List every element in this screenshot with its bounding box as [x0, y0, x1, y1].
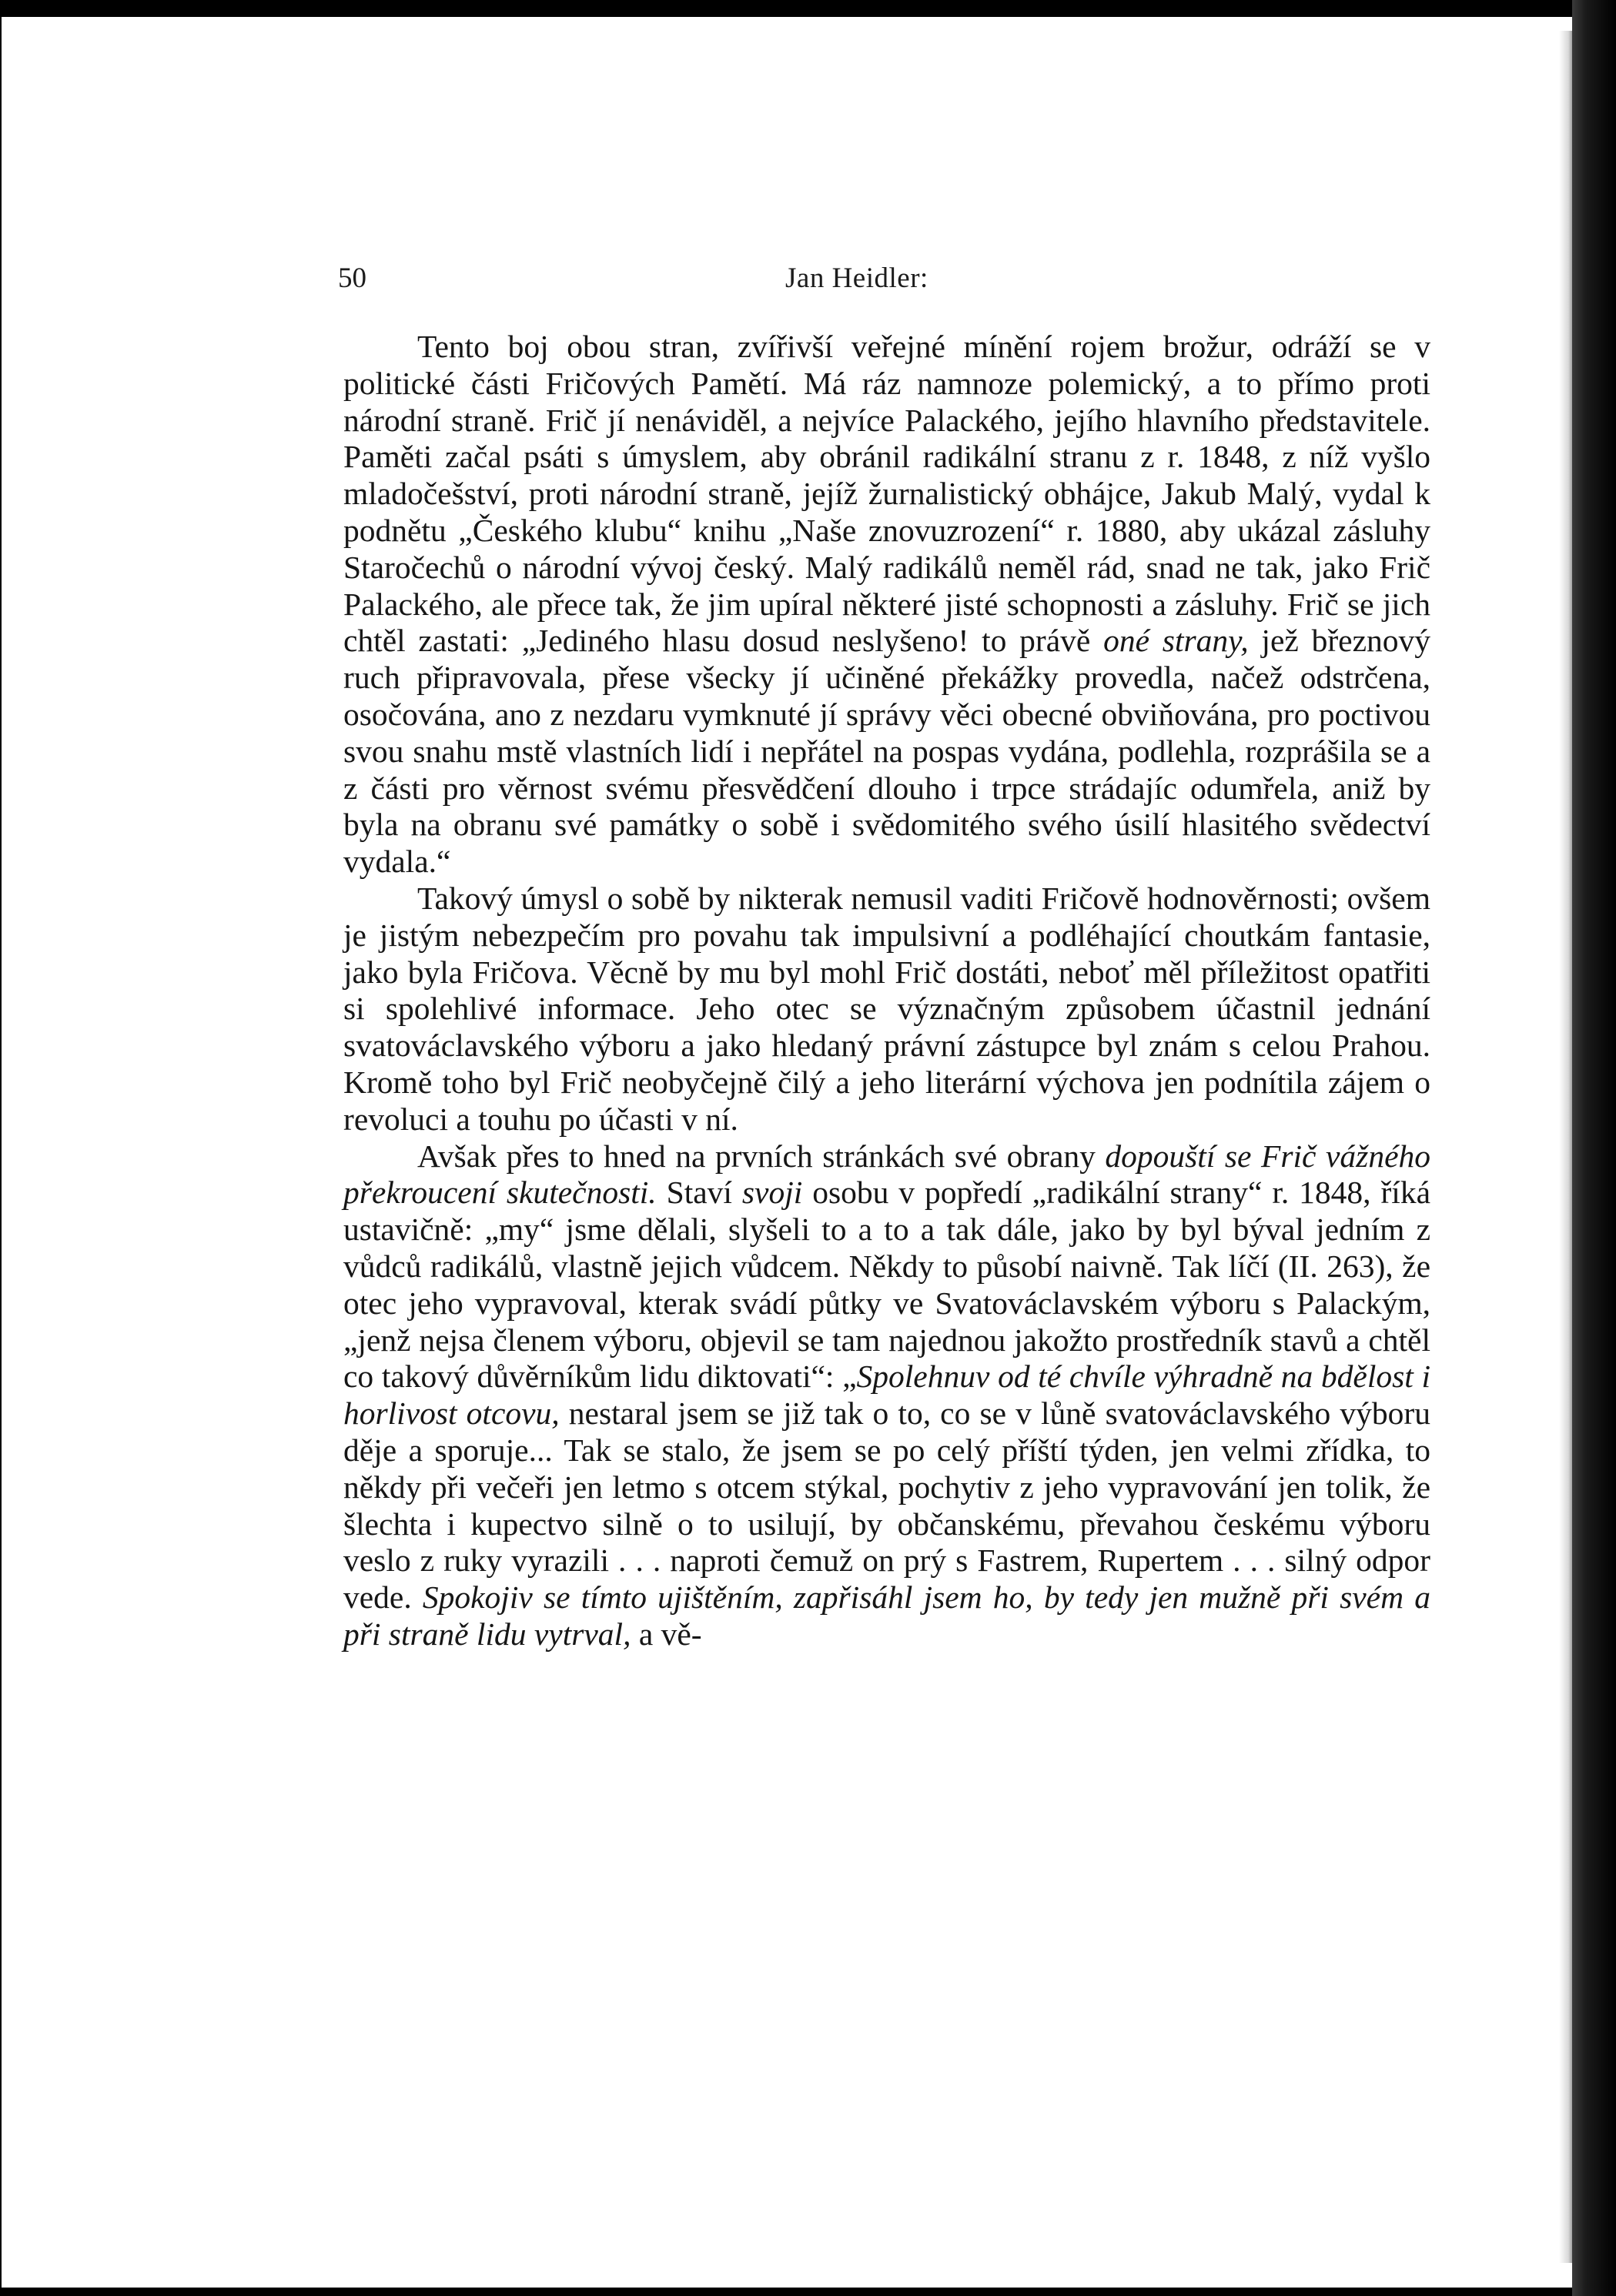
running-head: Jan Heidler:: [785, 262, 928, 294]
text-segment: osobu v popředí „radikální strany“ r. 1848, říká ustavičně: „my“ jsme dělali, slyšeli to a to a tak dále, jako by byl býval jedním z vůdců radikálů, vlastně jejich vůdcem. Někdy to působí naivně. Tak líčí (II. 263), že otec jeho vypravoval, kterak svádí půtky ve Svatováclavském výboru s Palackým, „jenž nejsa členem výboru, objevil se tam najednou jakožto prostředník stavů a chtěl co takový důvěrníkům lidu diktovati“: „: [343, 1175, 1430, 1395]
emphasis-text: dopouští se Frič vážného překroucení skutečnosti.: [343, 1138, 1430, 1211]
text-segment: jež březnový ruch připravovala, přese všecky jí učiněné překážky provedla, načež odstrčena, osočována, ano z nezdaru vymknuté jí správy věci obecné obviňována, pro poctivou svou snahu mstě vlastních lidí i nepřátel na pospas vydána, podlehla, rozprášila se a z části pro věrnost svému přesvědčení dlouho i trpce strádajíc odumřela, aniž by byla na obranu své památky o sobě i svědomitého svého úsilí hlasitého svědectví vydala.“: [343, 623, 1430, 880]
text-segment: Avšak přes to hned na prvních stránkách své obrany: [417, 1138, 1106, 1174]
paragraph-3: [343, 1138, 1430, 1653]
paragraph-2: [343, 881, 1430, 1138]
emphasis-text: Spolehnuv od té chvíle výhradně na bdělost i horlivost otcovu,: [343, 1359, 1430, 1432]
page-header: [2, 262, 1572, 308]
book-page: [2, 17, 1572, 2288]
emphasis-text: oné strany,: [1103, 623, 1249, 659]
text-segment: Takový úmysl o sobě by nikterak nemusil vaditi Fričově hodnověrnosti; ovšem je jistým nebezpečím pro povahu tak impulsivní a podléhající choutkám fantasie, jako byla Fričova. Věcně by mu byl mohl Frič dostáti, neboť měl příležitost opatřiti si spolehlivé informace. Jeho otec se význačným způsobem účastnil jednání svatováclavského výboru a jako hledaný právní zástupce byl znám s celou Prahou. Kromě toho byl Frič neobyčejně čilý a jeho literární výchova jen podnítila zájem o revoluci a touhu po účasti v ní.: [343, 880, 1430, 1137]
text-segment: Tento boj obou stran, zvířivší veřejné mínění rojem brožur, odráží se v politické části Fričových Pamětí. Má ráz namnoze polemický, a to přímo proti národní straně. Frič jí nenáviděl, a nejvíce Palackého, jejího hlavního představitele. Paměti začal psáti s úmyslem, aby obránil radikální stranu z r. 1848, z níž vyšlo mladočešství, proti národní straně, jejíž žurnalistický obhájce, Jakub Malý, vydal k podnětu „Českého klubu“ knihu „Naše znovuzrození“ r. 1880, aby ukázal zásluhy Staročechů o národní vývoj český. Malý radikálů neměl rád, snad ne tak, jako Frič Palackého, ale přece tak, že jim upíral některé jisté schopnosti a zásluhy. Frič se jich chtěl zastati: „Jediného hlasu dosud neslyšeno! to právě: [343, 329, 1430, 659]
page-binding-shadow: [1572, 0, 1616, 2296]
paragraph-1: [343, 329, 1430, 881]
text-segment: Staví: [656, 1175, 742, 1211]
emphasis-text: svoji: [741, 1175, 803, 1211]
emphasis-text: Spokojiv se tímto ujištěním, zapřisáhl jsem ho, by tedy jen mužně při svém a při straně lidu vytrval,: [343, 1579, 1430, 1652]
page-number: 50: [338, 262, 366, 294]
text-segment: nestaral jsem se již tak o to, co se v lůně svatováclavského výboru děje a sporuje... Tak se stalo, že jsem se po celý příští týden, jen velmi zřídka, to někdy při večeři jen letmo s otcem stýkal, pochytiv z jeho vypravování jen tolik, že šlechta i kupectvo silně o to usilují, by občanskému, převahou českému výboru veslo z ruky vyrazili . . . naproti čemuž on prý s Fastrem, Rupertem . . . silný odpor vede.: [343, 1395, 1430, 1616]
body-text: [343, 329, 1430, 1653]
text-segment: a vě-: [631, 1616, 702, 1652]
